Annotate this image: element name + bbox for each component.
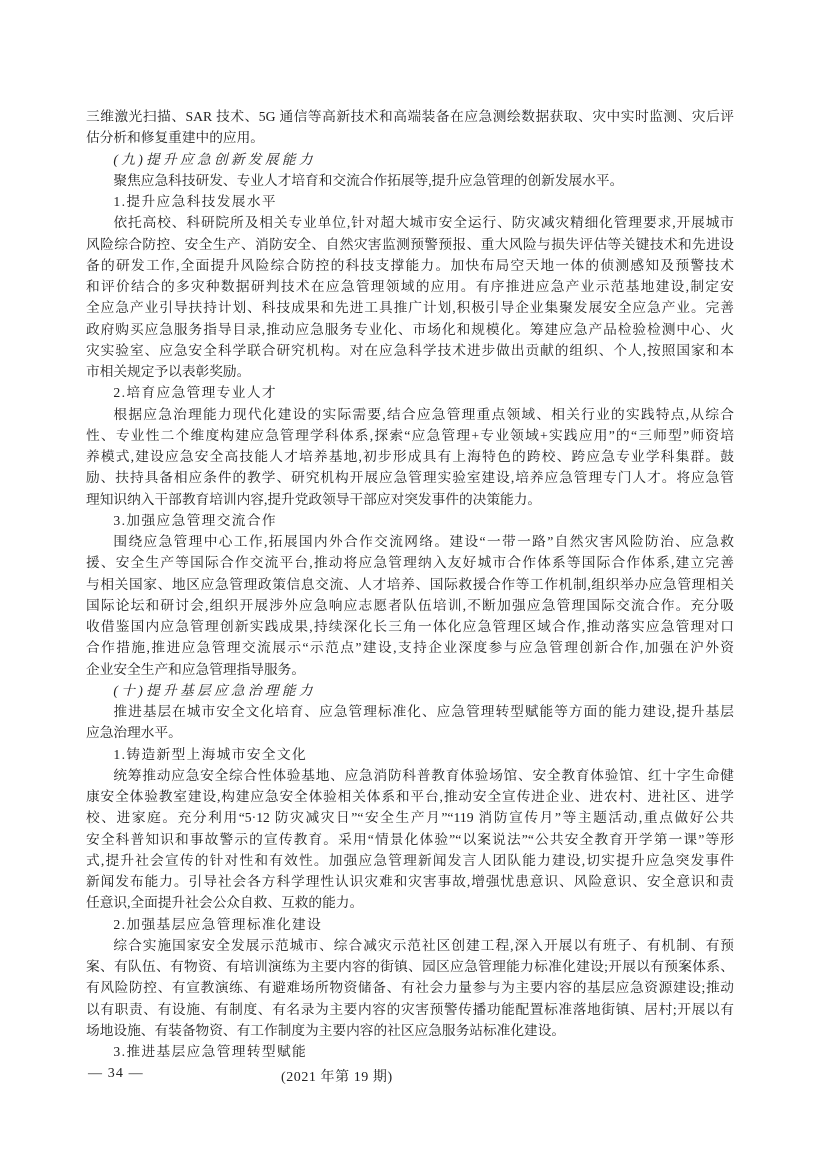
sub-heading: 1.铸造新型上海城市安全文化 xyxy=(113,746,308,762)
text-line: 性、专业性二个维度构建应急管理学科体系,探索“应急管理+专业领域+实践应用”的“三师型”师资培 xyxy=(86,427,734,443)
sub-heading: 1.提升应急科技发展水平 xyxy=(113,194,277,209)
text-line: 聚焦应急科技研发、专业人才培育和交流合作拓展等,提升应急管理的创新发展水平。 xyxy=(113,172,624,188)
text-line: 任意识,全面提升社会公众自救、互救的能力。 xyxy=(86,895,364,911)
text-line: 收借鉴国内应急管理创新实践成果,持续深化长三角一体化应急管理区域合作,推动落实应急管理对口 xyxy=(86,619,734,634)
text-line: 推进基层在城市安全文化培育、应急管理标准化、应急管理转型赋能等方面的能力建设,提升基层 xyxy=(113,704,734,719)
text-line: 以有职责、有设施、有制度、有名录为主要内容的灾害预警传播功能配置标准落地街镇、居村;开展以有 xyxy=(86,1001,734,1017)
text-line: 康安全体验教室建设,构建应急安全体验相关体系和平台,推动安全宣传进企业、进农村、进社区、进学 xyxy=(86,789,734,804)
text-line: 式,提升社会宣传的针对性和有效性。加强应急管理新闻发言人团队能力建设,切实提升应急突发事件 xyxy=(86,852,734,868)
text-line: 案、有队伍、有物资、有培训演练为主要内容的街镇、园区应急管理能力标准化建设;开展以有预案体系、 xyxy=(86,959,734,974)
text-line: 依托高校、科研院所及相关专业单位,针对超大城市安全运行、防灾减灾精细化管理要求,开展城市 xyxy=(113,215,734,231)
document-body xyxy=(86,106,734,1062)
text-line: 围绕应急管理中心工作,拓展国内外合作交流网络。建设“一带一路”自然灾害风险防治、应急救 xyxy=(113,534,734,549)
sub-heading: 2.加强基层应急管理标准化建设 xyxy=(113,916,323,932)
text-line: 应急治理水平。 xyxy=(86,725,182,741)
text-line: 统筹推动应急安全综合性体验基地、应急消防科普教育体验场馆、安全教育体验馆、红十字生命健 xyxy=(113,767,734,783)
text-line: 场地设施、有装备物资、有工作制度为主要内容的社区应急服务站标准化建设。 xyxy=(86,1022,566,1038)
text-line: 全应急产业引导扶持计划、科技成果和先进工具推广计划,积极引导企业集聚发展安全应急产业。完善 xyxy=(86,300,734,316)
text-line: 综合实施国家安全发展示范城市、综合减灾示范社区创建工程,深入开展以有班子、有机制、有预 xyxy=(113,937,734,953)
text-line: 和评价结合的多灾种数据研判技术在应急管理领域的应用。有序推进应急产业示范基地建设,制定安 xyxy=(86,279,734,294)
text-line: 风险综合防控、安全生产、消防安全、自然灾害监测预警预报、重大风险与损失评估等关键技术和先进设 xyxy=(86,236,734,252)
text-line: 三维激光扫描、SAR 技术、5G 通信等高新技术和高端装备在应急测绘数据获取、灾中实时监测、灾后评 xyxy=(86,109,734,124)
text-line: 安全科普知识和事故警示的宣传教育。采用“情景化体验”“以案说法”“公共安全教育开学第一课”等形 xyxy=(86,831,734,847)
text-line: 养模式,建设应急安全高技能人才培养基地,初步形成具有上海特色的跨校、跨应急专业学科集群。鼓 xyxy=(86,449,734,464)
text-line: 根据应急治理能力现代化建设的实际需要,结合应急管理重点领域、相关行业的实践特点,从综合 xyxy=(113,406,734,422)
page-number: — 34 — xyxy=(88,1066,144,1081)
text-line: 估分析和修复重建中的应用。 xyxy=(86,130,264,146)
section-heading: (九)提升应急创新发展能力 xyxy=(113,151,316,167)
sub-heading: 2.培育应急管理专业人才 xyxy=(113,385,277,401)
text-line: 国际论坛和研讨会,组织开展涉外应急响应志愿者队伍培训,不断加强应急管理国际交流合作。充分吸 xyxy=(86,597,734,613)
text-line: 合作措施,推进应急管理交流展示“示范点”建设,支持企业深度参与应急管理创新合作,加强在沪外资 xyxy=(86,640,734,656)
page-footer xyxy=(86,1066,734,1088)
text-line: 备的研发工作,全面提升风险综合防控的科技支撑能力。加快布局空天地一体的侦测感知及预警技术 xyxy=(86,257,734,273)
text-line: 援、安全生产等国际合作交流平台,推动将应急管理纳入友好城市合作体系等国际合作体系,建立完善 xyxy=(86,555,734,571)
sub-heading: 3.加强应急管理交流合作 xyxy=(113,512,277,528)
text-line: 与相关国家、地区应急管理政策信息交流、人才培养、国际救援合作等工作机制,组织举办应急管理相关 xyxy=(86,576,734,592)
text-line: 有风险防控、有宣教演练、有避难场所物资储备、有社会力量参与为主要内容的基层应急资源建设;推动 xyxy=(86,980,734,996)
text-line: 理知识纳入干部教育培训内容,提升党政领导干部应对突发事件的决策能力。 xyxy=(86,491,542,507)
text-line: 市相关规定予以表彰奖励。 xyxy=(86,364,251,379)
text-line: 校、进家庭。充分利用“5·12 防灾减灾日”“安全生产月”“119 消防宣传月”等主题活动,重点做好公共 xyxy=(86,810,734,826)
text-line: 新闻发布能力。引导社会各方科学理性认识灾难和灾害事故,增强忧患意识、风险意识、安全意识和责 xyxy=(86,874,734,889)
text-line: 企业安全生产和应急管理指导服务。 xyxy=(86,661,306,677)
text-line: 灾实验室、应急安全科学联合研究机构。对在应急科学技术进步做出贡献的组织、个人,按照国家和本 xyxy=(86,342,734,358)
text-line: 励、扶持具备相应条件的教学、研究机构开展应急管理实验室建设,培养应急管理专门人才。将应急管 xyxy=(86,470,734,486)
issue-label: (2021 年第 19 期) xyxy=(281,1070,393,1085)
section-heading: (十)提升基层应急治理能力 xyxy=(113,682,316,698)
text-line: 政府购买应急服务指导目录,推动应急服务专业化、市场化和规模化。筹建应急产品检验检测中心、火 xyxy=(86,321,734,337)
sub-heading: 3.推进基层应急管理转型赋能 xyxy=(113,1044,308,1059)
